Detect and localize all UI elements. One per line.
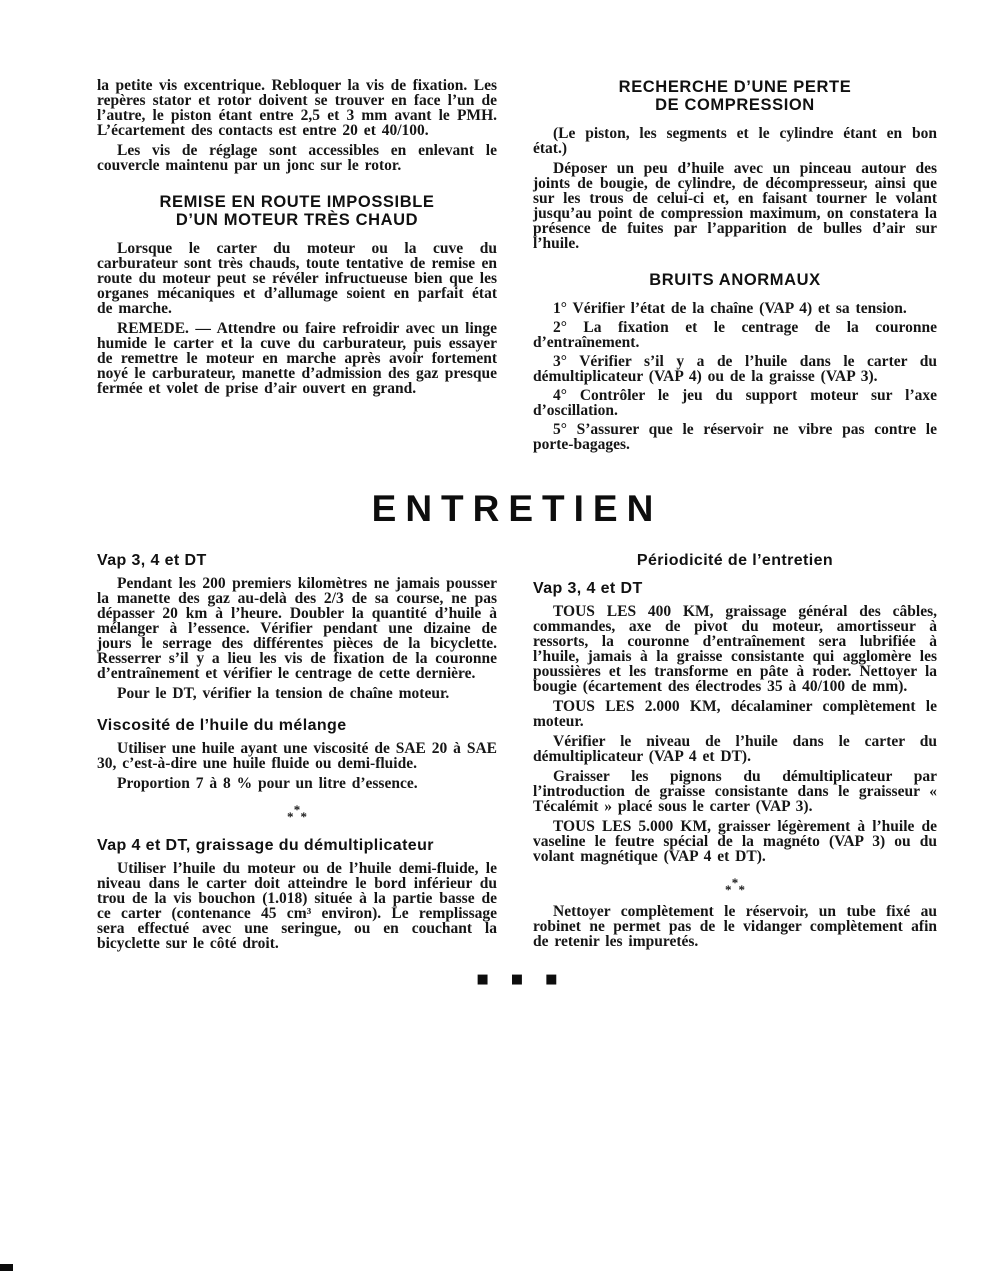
asterisk-icon: * bbox=[738, 882, 745, 897]
paragraph: Les vis de réglage sont accessibles en enlevant le couvercle maintenu par un jonc sur le rotor. bbox=[97, 142, 497, 174]
scan-artifact bbox=[0, 1264, 13, 1271]
paragraph: TOUS LES 400 KM, graissage général des câbles, commandes, axe de pivot du moteur, amortisseur à ressorts, la couronne d’entraînement sera lubrifiée à l’huile, jamais à la graisse consistante qui agglomère les poussières et les transforme en pâte à roder. Nettoyer la bougie (écartement des électrodes 35 à 40/100 de mm). bbox=[533, 603, 937, 695]
section-heading-bruits bbox=[533, 271, 937, 289]
subheading-periodicite: Périodicité de l’entretien bbox=[636, 552, 834, 569]
main-section bbox=[97, 552, 937, 956]
asterisk-icon: * bbox=[300, 809, 307, 824]
paragraph: Nettoyer complètement le réservoir, un tube fixé au robinet ne permet pas de le vidanger complètement afin de retenir les impuretés. bbox=[533, 903, 937, 950]
section-heading-remise bbox=[97, 193, 497, 229]
heading-line: REMISE EN ROUTE IMPOSSIBLE bbox=[159, 193, 435, 211]
asterism-ornament bbox=[286, 802, 308, 824]
paragraph: Utiliser une huile ayant une viscosité de SAE 20 à SAE 30, c’est-à-dire une huile fluide ou demi-fluide. bbox=[97, 740, 497, 772]
subheading-vap34dt-right: Vap 3, 4 et DT bbox=[533, 580, 643, 597]
section-heading-compression bbox=[533, 78, 937, 114]
subheading-viscosite: Viscosité de l’huile du mélange bbox=[97, 717, 347, 734]
list-item: 1° Vérifier l’état de la chaîne (VAP 4) et sa tension. bbox=[553, 300, 907, 317]
list-item: 5° S’assurer que le réservoir ne vibre pas contre le porte-bagages. bbox=[533, 421, 937, 453]
heading-line: RECHERCHE D’UNE PERTE bbox=[618, 78, 852, 96]
paragraph: Proportion 7 à 8 % pour un litre d’essence. bbox=[117, 775, 418, 792]
asterisk-icon: * bbox=[287, 809, 294, 824]
paragraph: la petite vis excentrique. Rebloquer la vis de fixation. Les repères stator et rotor doivent se trouver en face l’un de l’autre, le piston étant entre 2,5 et 3 mm avant le PMH. L’écartement des contacts est entre 20 et 40/100. bbox=[97, 77, 497, 139]
paragraph: Utiliser l’huile du moteur ou de l’huile demi-fluide, le niveau dans le carter doit atteindre le bord inférieur du trou de la vis bouchon (1.018) située à la partie basse de ce carter (contenance 45 cm³ environ). Le remplissage sera effectué avec une seringue, ou en couchant la bicyclette sur le côté droit. bbox=[97, 860, 497, 952]
heading-line: DE COMPRESSION bbox=[655, 96, 815, 114]
heading-line: D’UN MOTEUR TRÈS CHAUD bbox=[175, 211, 419, 229]
page-title: ENTRETIEN bbox=[371, 488, 663, 529]
subheading-vap34dt: Vap 3, 4 et DT bbox=[97, 552, 207, 569]
paragraph: Vérifier le niveau de l’huile dans le carter du démultiplicateur (VAP 4 et DT). bbox=[533, 733, 937, 765]
list-item: 4° Contrôler le jeu du support moteur sur l’axe d’oscillation. bbox=[533, 387, 937, 419]
main-right-column bbox=[533, 552, 937, 956]
asterisk-icon: * bbox=[725, 882, 732, 897]
page bbox=[97, 0, 937, 987]
main-left-column bbox=[97, 552, 497, 956]
paragraph: Pour le DT, vérifier la tension de chaîne moteur. bbox=[117, 685, 450, 702]
paragraph: TOUS LES 5.000 KM, graisser légèrement à l’huile de vaseline le feutre spécial de la magnéto (VAP 3) ou du volant magnétique (VAP 4 et DT). bbox=[533, 818, 937, 865]
paragraph: (Le piston, les segments et le cylindre étant en bon état.) bbox=[533, 125, 937, 157]
top-right-column bbox=[533, 78, 937, 456]
asterisk-icon: * bbox=[293, 802, 301, 817]
asterisk-icon: * bbox=[731, 875, 739, 890]
top-section bbox=[97, 78, 937, 456]
list-item: 3° Vérifier s’il y a de l’huile dans le carter du démultiplicateur (VAP 4) ou de la graisse (VAP 3). bbox=[533, 353, 937, 385]
paragraph: REMEDE. — Attendre ou faire refroidir avec un linge humide le carter et la cuve du carburateur, puis essayer de remettre le moteur en marche après avoir fortement noyé le carburateur, manette d’admission des gaz presque fermée et volet de prise d’air ouvert en grand. bbox=[97, 320, 497, 397]
paragraph: Pendant les 200 premiers kilomètres ne jamais pousser la manette des gaz au-delà des 2/3 de sa course, ne pas dépasser 20 km à l’heure. Doubler la quantité d’huile à mélanger à l’essence. Vérifier pendant une dizaine de jours le serrage des différentes pièces de la bicyclette. Resserrer s’il y a lieu les vis de fixation de la couronne d’entraînement et vérifier le centrage de cette dernière. bbox=[97, 575, 497, 682]
asterism-ornament bbox=[724, 875, 746, 897]
top-left-column bbox=[97, 78, 497, 456]
end-of-article-marker: ■ ■ ■ bbox=[476, 972, 558, 987]
heading-line: BRUITS ANORMAUX bbox=[649, 271, 821, 289]
paragraph: Lorsque le carter du moteur ou la cuve du carburateur sont très chauds, toute tentative de remise en route du moteur peut se révéler infructueuse bien que les organes mécaniques et d’allumage soient en parfait état de marche. bbox=[97, 240, 497, 317]
list-item: 2° La fixation et le centrage de la couronne d’entraînement. bbox=[533, 319, 937, 351]
subheading-graissage: Vap 4 et DT, graissage du démultiplicateur bbox=[97, 837, 434, 854]
paragraph: Déposer un peu d’huile avec un pinceau autour des joints de bougie, de cylindre, de décompresseur, ainsi que sur les trous de celui-ci et, en faisant tourner le volant jusqu’au point de compression maximum, on constatera la présence de fuites par l’apparition de bulles d’air sur l’huile. bbox=[533, 160, 937, 252]
paragraph: Graisser les pignons du démultiplicateur par l’introduction de graisse consistante dans le graisseur « Técalémit » placé sous le carter (VAP 3). bbox=[533, 768, 937, 815]
paragraph: TOUS LES 2.000 KM, décalaminer complètement le moteur. bbox=[533, 698, 937, 730]
